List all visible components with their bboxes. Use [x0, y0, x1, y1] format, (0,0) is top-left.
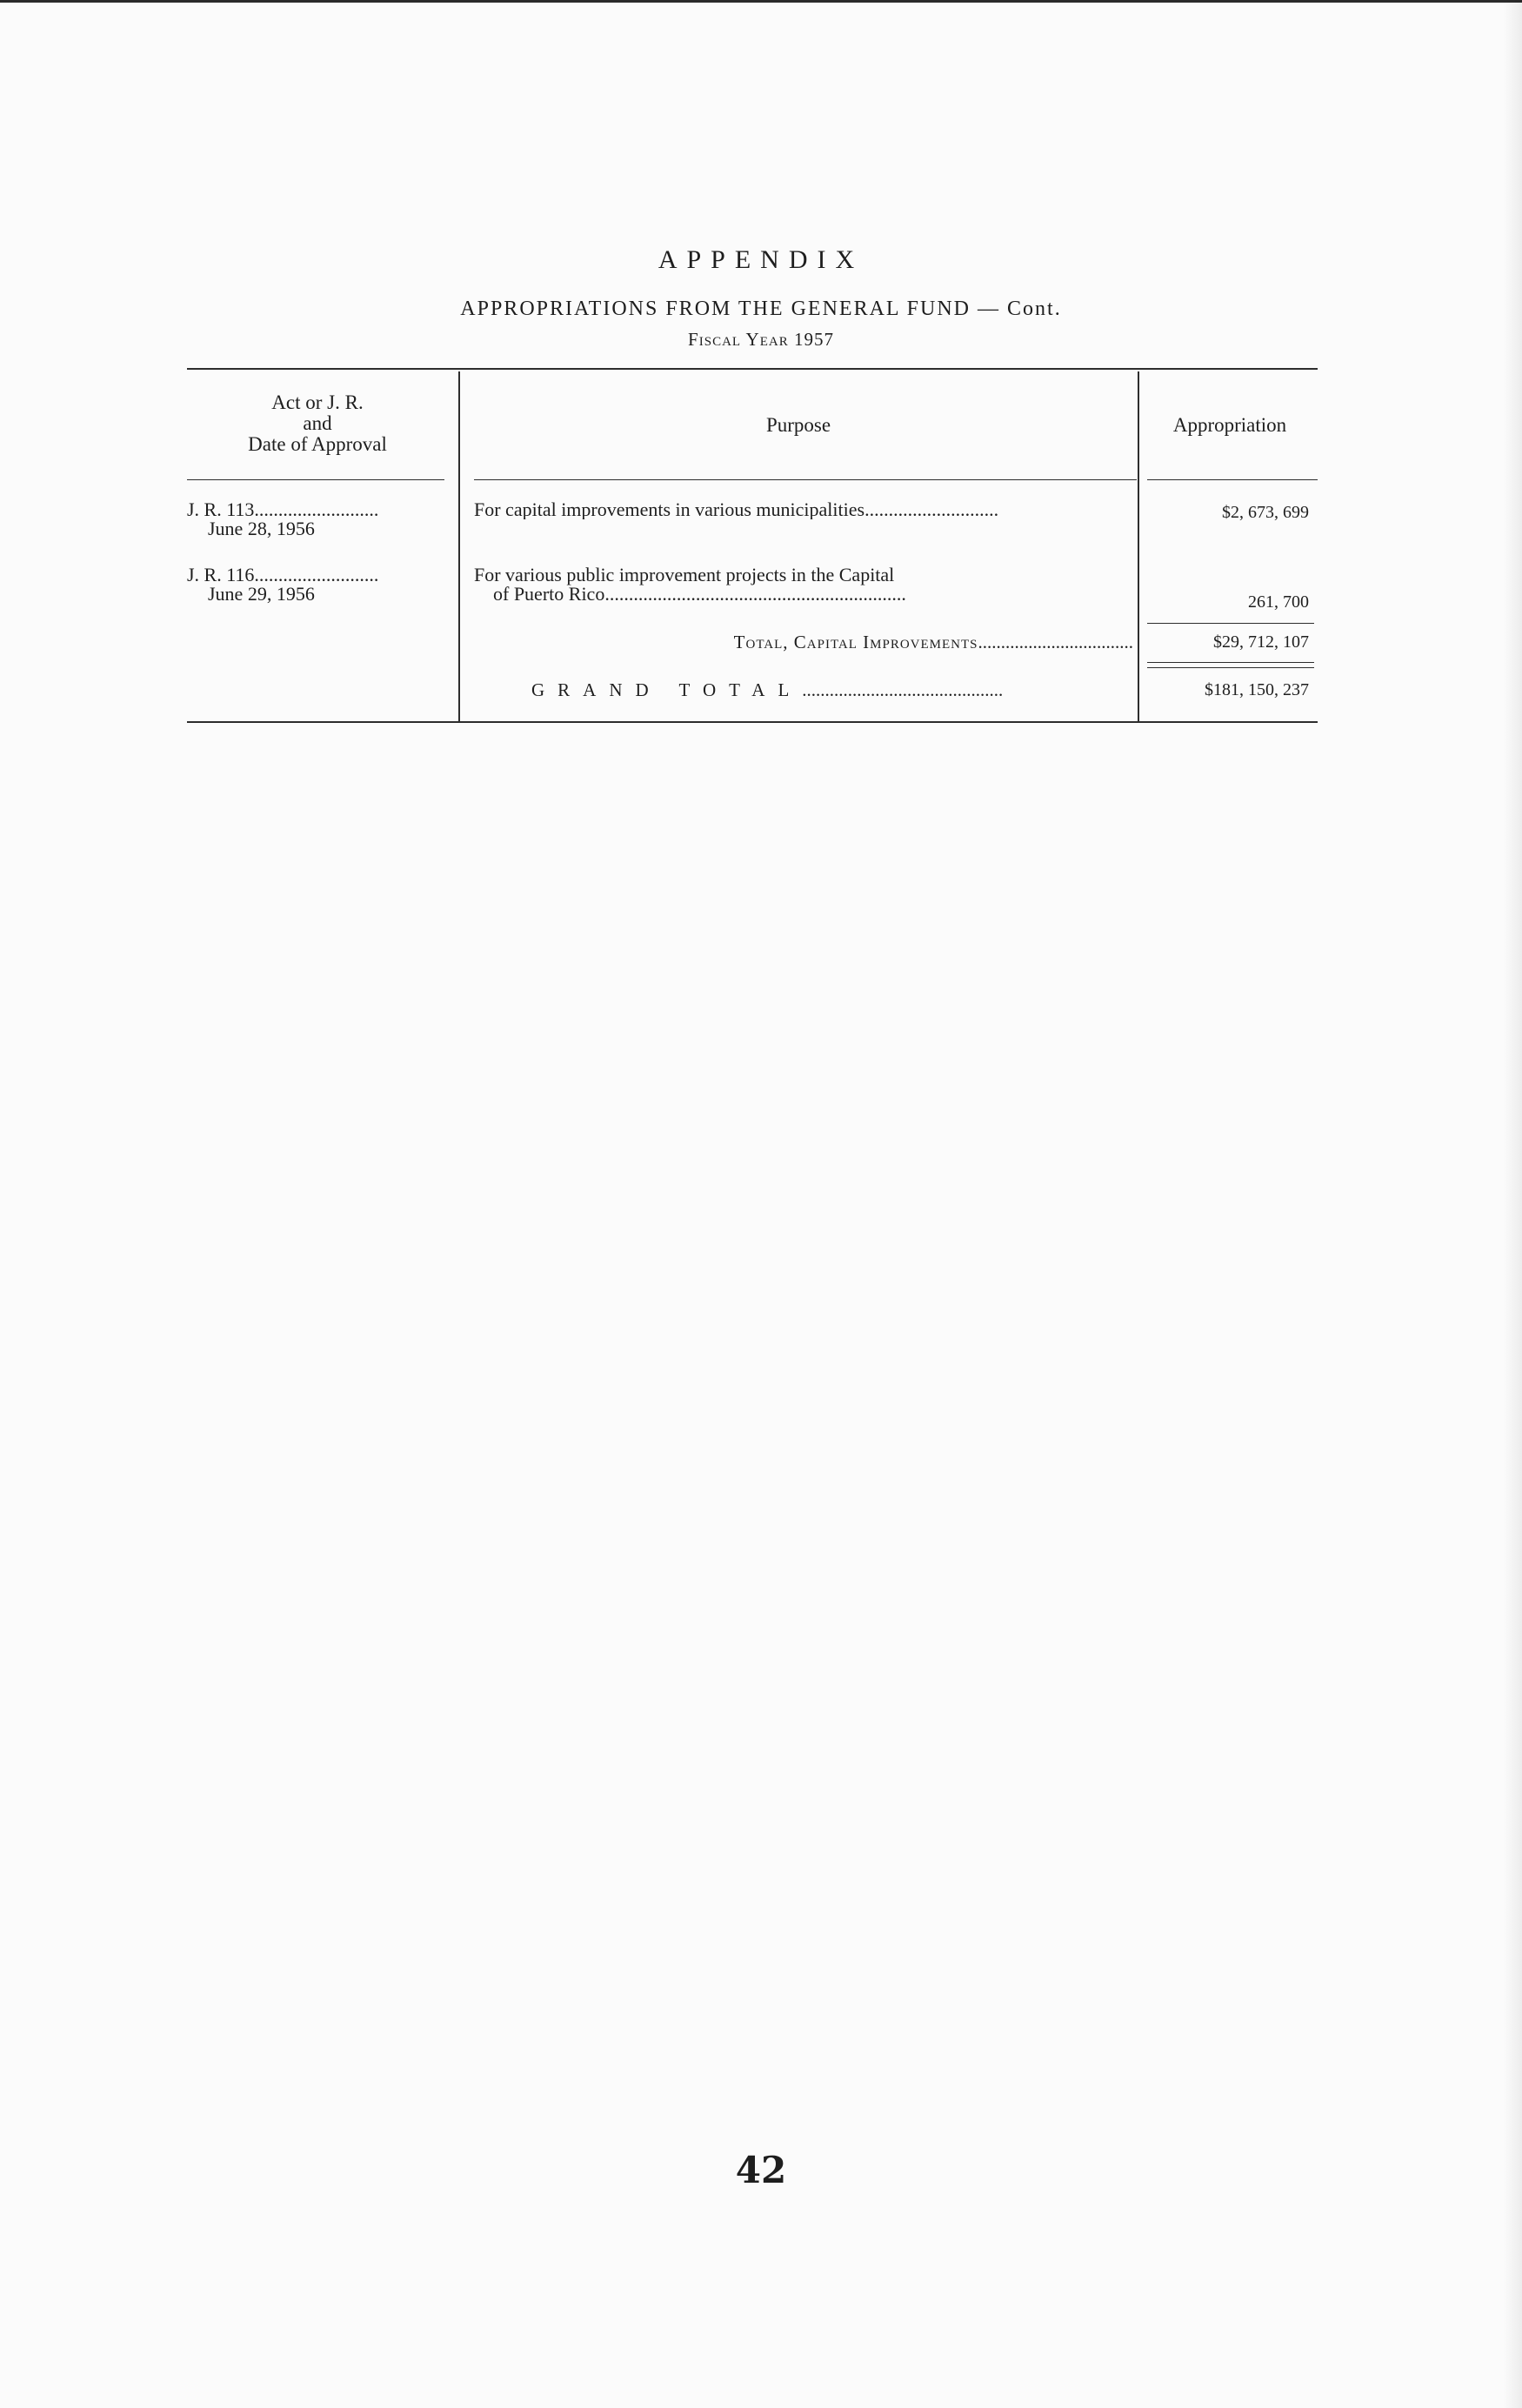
header-act-line: Date of Approval — [248, 433, 387, 455]
header-act-line: Act or J. R. — [271, 391, 364, 413]
header-rule — [1147, 479, 1318, 480]
column-divider — [458, 371, 460, 721]
approval-date: June 29, 1956 — [208, 583, 315, 605]
page-number: 42 — [735, 2149, 787, 2191]
row-act — [187, 565, 448, 604]
act-number-line: J. R. 116.......................... — [187, 565, 379, 585]
grand-total-text: GRAND TOTAL — [531, 679, 803, 700]
page-top-edge — [0, 0, 1522, 3]
purpose-continuation: of Puerto Rico............................................................... — [493, 583, 906, 604]
row-purpose — [474, 565, 1133, 604]
total-label-text: Total, Capital Improvements — [733, 632, 978, 652]
column-divider — [1138, 371, 1139, 721]
header-purpose: Purpose — [765, 414, 831, 436]
purpose-text: For various public improvement projects in the Capital — [474, 565, 895, 585]
total-rule — [1147, 662, 1314, 663]
grand-total-label: GRAND TOTAL............................................ — [531, 679, 1004, 700]
table-top-rule — [187, 368, 1318, 370]
header-act — [187, 392, 448, 455]
appropriations-table — [187, 368, 1318, 725]
section-title: APPROPRIATIONS FROM THE GENERAL FUND — Cont. — [460, 298, 1062, 320]
act-number: J. R. 113 — [187, 500, 255, 519]
purpose-text: of Puerto Rico — [493, 583, 605, 604]
approval-date: June 28, 1956 — [208, 518, 315, 539]
header-appropriation: Appropriation — [1172, 414, 1287, 436]
row-purpose: For capital improvements in various municipalities............................ — [474, 500, 999, 519]
page-shadow — [1503, 0, 1522, 2408]
total-rule — [1147, 623, 1314, 624]
row-amount: $2, 673, 699 — [1222, 503, 1309, 522]
grand-total-amount: $181, 150, 237 — [1205, 680, 1309, 699]
appendix-title: APPENDIX — [658, 245, 864, 274]
act-number: J. R. 116 — [187, 565, 255, 585]
fiscal-year: Fiscal Year 1957 — [688, 329, 834, 350]
total-capital-label: Total, Capital Improvements.................................. — [733, 632, 1133, 652]
total-rule — [1147, 667, 1314, 668]
header-rule — [474, 479, 1137, 480]
total-capital-amount: $29, 712, 107 — [1213, 632, 1309, 652]
table-bottom-rule — [187, 721, 1318, 723]
act-number-line: J. R. 113.......................... — [187, 500, 379, 519]
header-rule — [187, 479, 444, 480]
purpose-text: For capital improvements in various municipalities — [474, 500, 865, 519]
row-act — [187, 500, 448, 538]
row-amount: 261, 700 — [1248, 592, 1309, 612]
header-act-line: and — [303, 412, 332, 434]
